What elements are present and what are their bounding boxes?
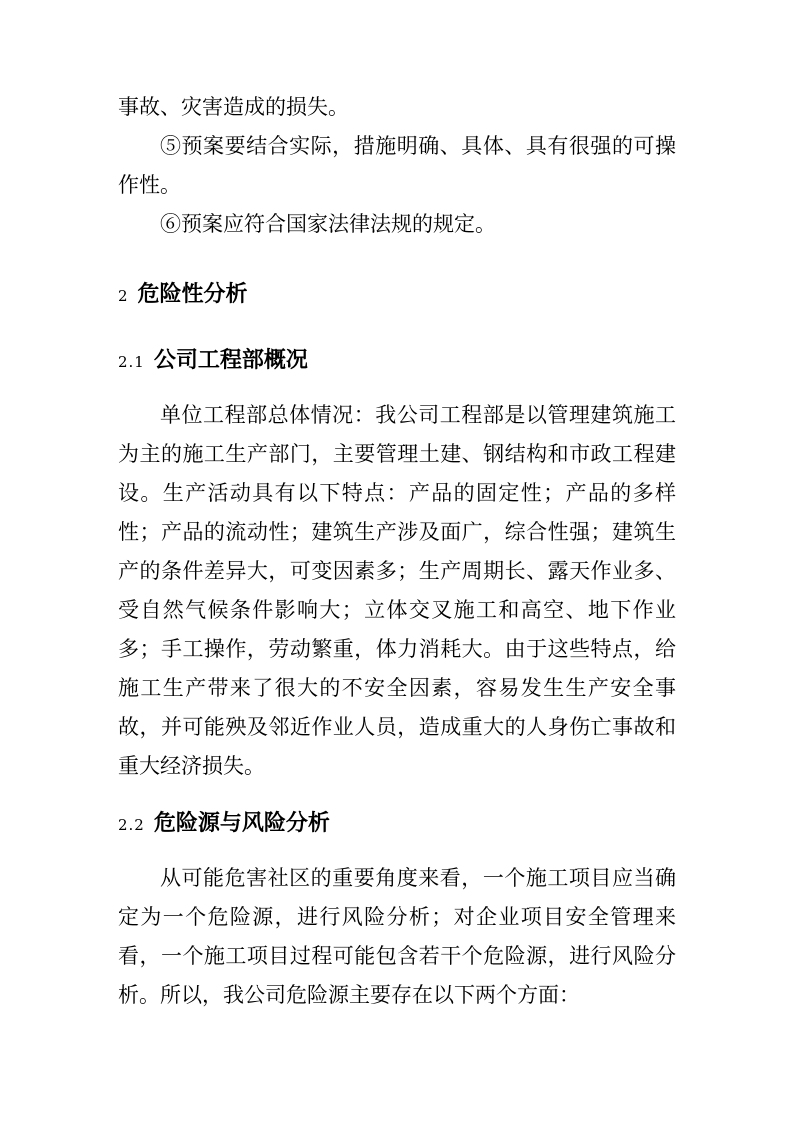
paragraph-plan-item-6: ⑥预案应符合国家法律法规的规定。: [160, 212, 496, 236]
section-title: 危险性分析: [137, 282, 248, 307]
subsection-title: 危险源与风险分析: [153, 811, 330, 836]
paragraph-hazard-risk-body: 从可能危害社区的重要角度来看，一个施工项目应当确定为一个危险源，进行风险分析；对企业项目安全管理来看，一个施工项目过程可能包含若干个危险源，进行风险分析。所以，我公司危险源主要存在以下两个方面：: [118, 866, 676, 1007]
subsection-heading-hazard-risk-analysis: [118, 804, 676, 845]
paragraph-company-overview-body: 单位工程部总体情况：我公司工程部是以管理建筑施工为主的施工生产部门，主要管理土建、钢结构和市政工程建设。生产活动具有以下特点：产品的固定性；产品的多样性；产品的流动性；建筑生产涉及面广，综合性强；建筑生产的条件差异大，可变因素多；生产周期长、露天作业多、受自然气候条件影响大；立体交叉施工和高空、地下作业多；手工操作，劳动繁重，体力消耗大。由于这些特点，给施工生产带来了很大的不安全因素，容易发生生产安全事故，并可能殃及邻近作业人员，造成重大的人身伤亡事故和重大经济损失。: [118, 403, 676, 778]
section-number: 2: [118, 287, 129, 305]
section-heading-risk-analysis: [118, 275, 676, 316]
subsection-heading-company-overview: [118, 341, 676, 382]
subsection-number: 2.2: [118, 816, 145, 834]
subsection-title: 公司工程部概况: [153, 348, 308, 373]
paragraph-plan-item-5: ⑤预案要结合实际，措施明确、具体、具有很强的可操作性。: [118, 134, 676, 197]
paragraph-loss-continuation: 事故、灾害造成的损失。: [118, 95, 349, 119]
subsection-number: 2.1: [118, 353, 145, 371]
